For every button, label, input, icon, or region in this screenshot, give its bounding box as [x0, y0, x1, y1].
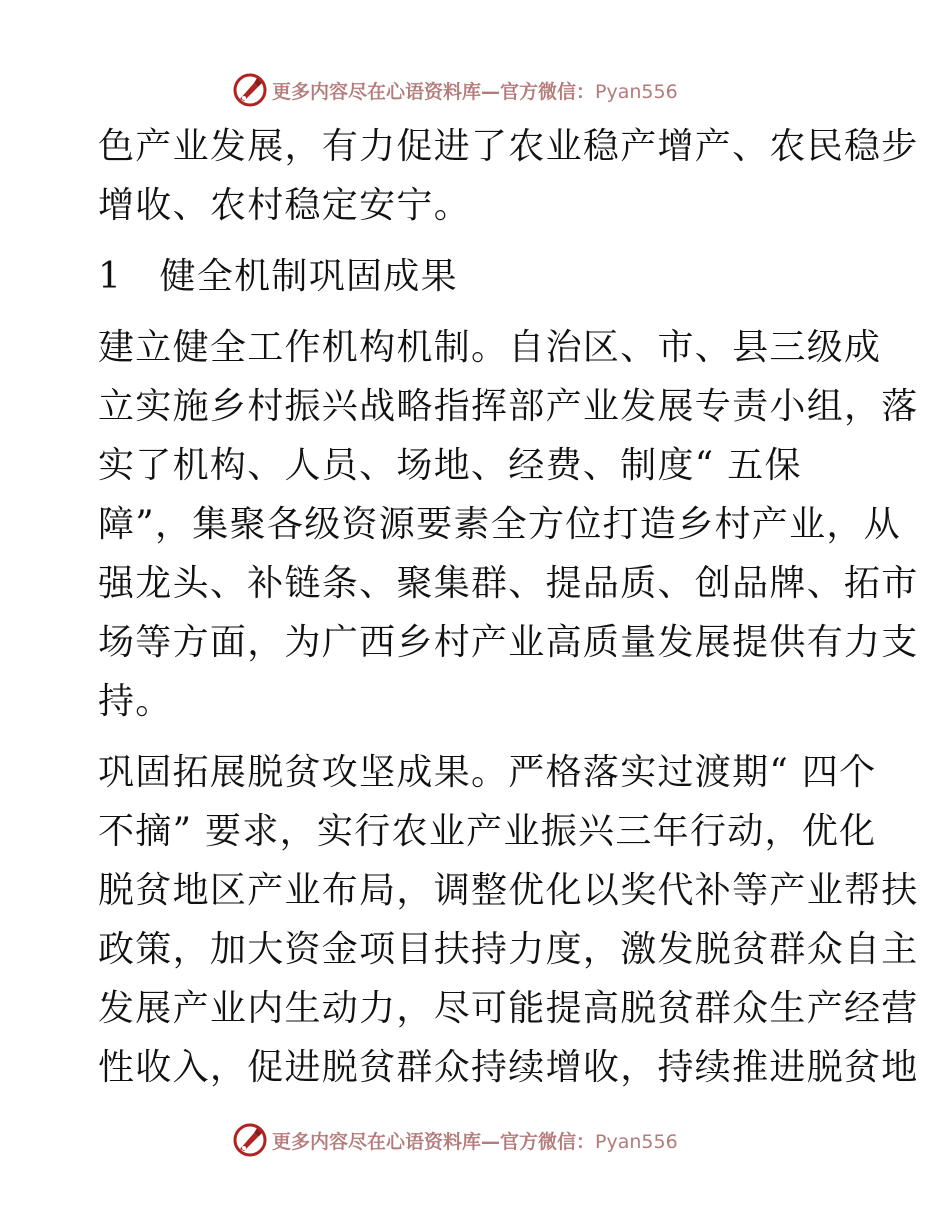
- text-line: 持。: [98, 681, 173, 722]
- text-line: 实了机构、人员、场地、经费、制度“ 五保: [98, 445, 802, 486]
- footer-watermark: [232, 1122, 678, 1158]
- document-body: [98, 117, 919, 1097]
- text-line: 场等方面，为广西乡村产业高质量发展提供有力支: [98, 622, 919, 663]
- text-line: 性收入，促进脱贫群众持续增收，持续推进脱贫地: [98, 1047, 919, 1088]
- text-line: 发展产业内生动力，尽可能提高脱贫群众生产经营: [98, 988, 919, 1029]
- text-line: 建立健全工作机构机制。自治区、市、县三级成: [98, 327, 882, 368]
- paragraph-continued: [98, 117, 919, 235]
- pen-logo-icon: [232, 72, 268, 108]
- text-line: 立实施乡村振兴战略指挥部产业发展专责小组，落: [98, 386, 919, 427]
- watermark-text: 更多内容尽在心语资料库—官方微信：Pyan556: [272, 80, 678, 103]
- watermark-text: 更多内容尽在心语资料库—官方微信：Pyan556: [272, 1130, 678, 1153]
- text-line: 增收、农村稳定安宁。: [98, 185, 472, 226]
- text-line: 巩固拓展脱贫攻坚成果。严格落实过渡期“ 四个: [98, 752, 877, 793]
- header-watermark: [232, 72, 678, 108]
- text-line: 不摘” 要求，实行农业产业振兴三年行动，优化: [98, 811, 877, 852]
- text-line: 政策，加大资金项目扶持力度，激发脱贫群众自主: [98, 929, 919, 970]
- pen-logo-icon: [232, 1122, 268, 1158]
- section-heading: 1 健全机制巩固成果: [98, 256, 458, 297]
- text-line: 强龙头、补链条、聚集群、提品质、创品牌、拓市: [98, 563, 919, 604]
- text-line: 脱贫地区产业布局，调整优化以奖代补等产业帮扶: [98, 870, 919, 911]
- text-line: 障”，集聚各级资源要素全方位打造乡村产业，从: [98, 504, 902, 545]
- paragraph-mechanism: [98, 318, 919, 731]
- paragraph-poverty: [98, 743, 919, 1097]
- text-line: 色产业发展，有力促进了农业稳产增产、农民稳步: [98, 126, 919, 167]
